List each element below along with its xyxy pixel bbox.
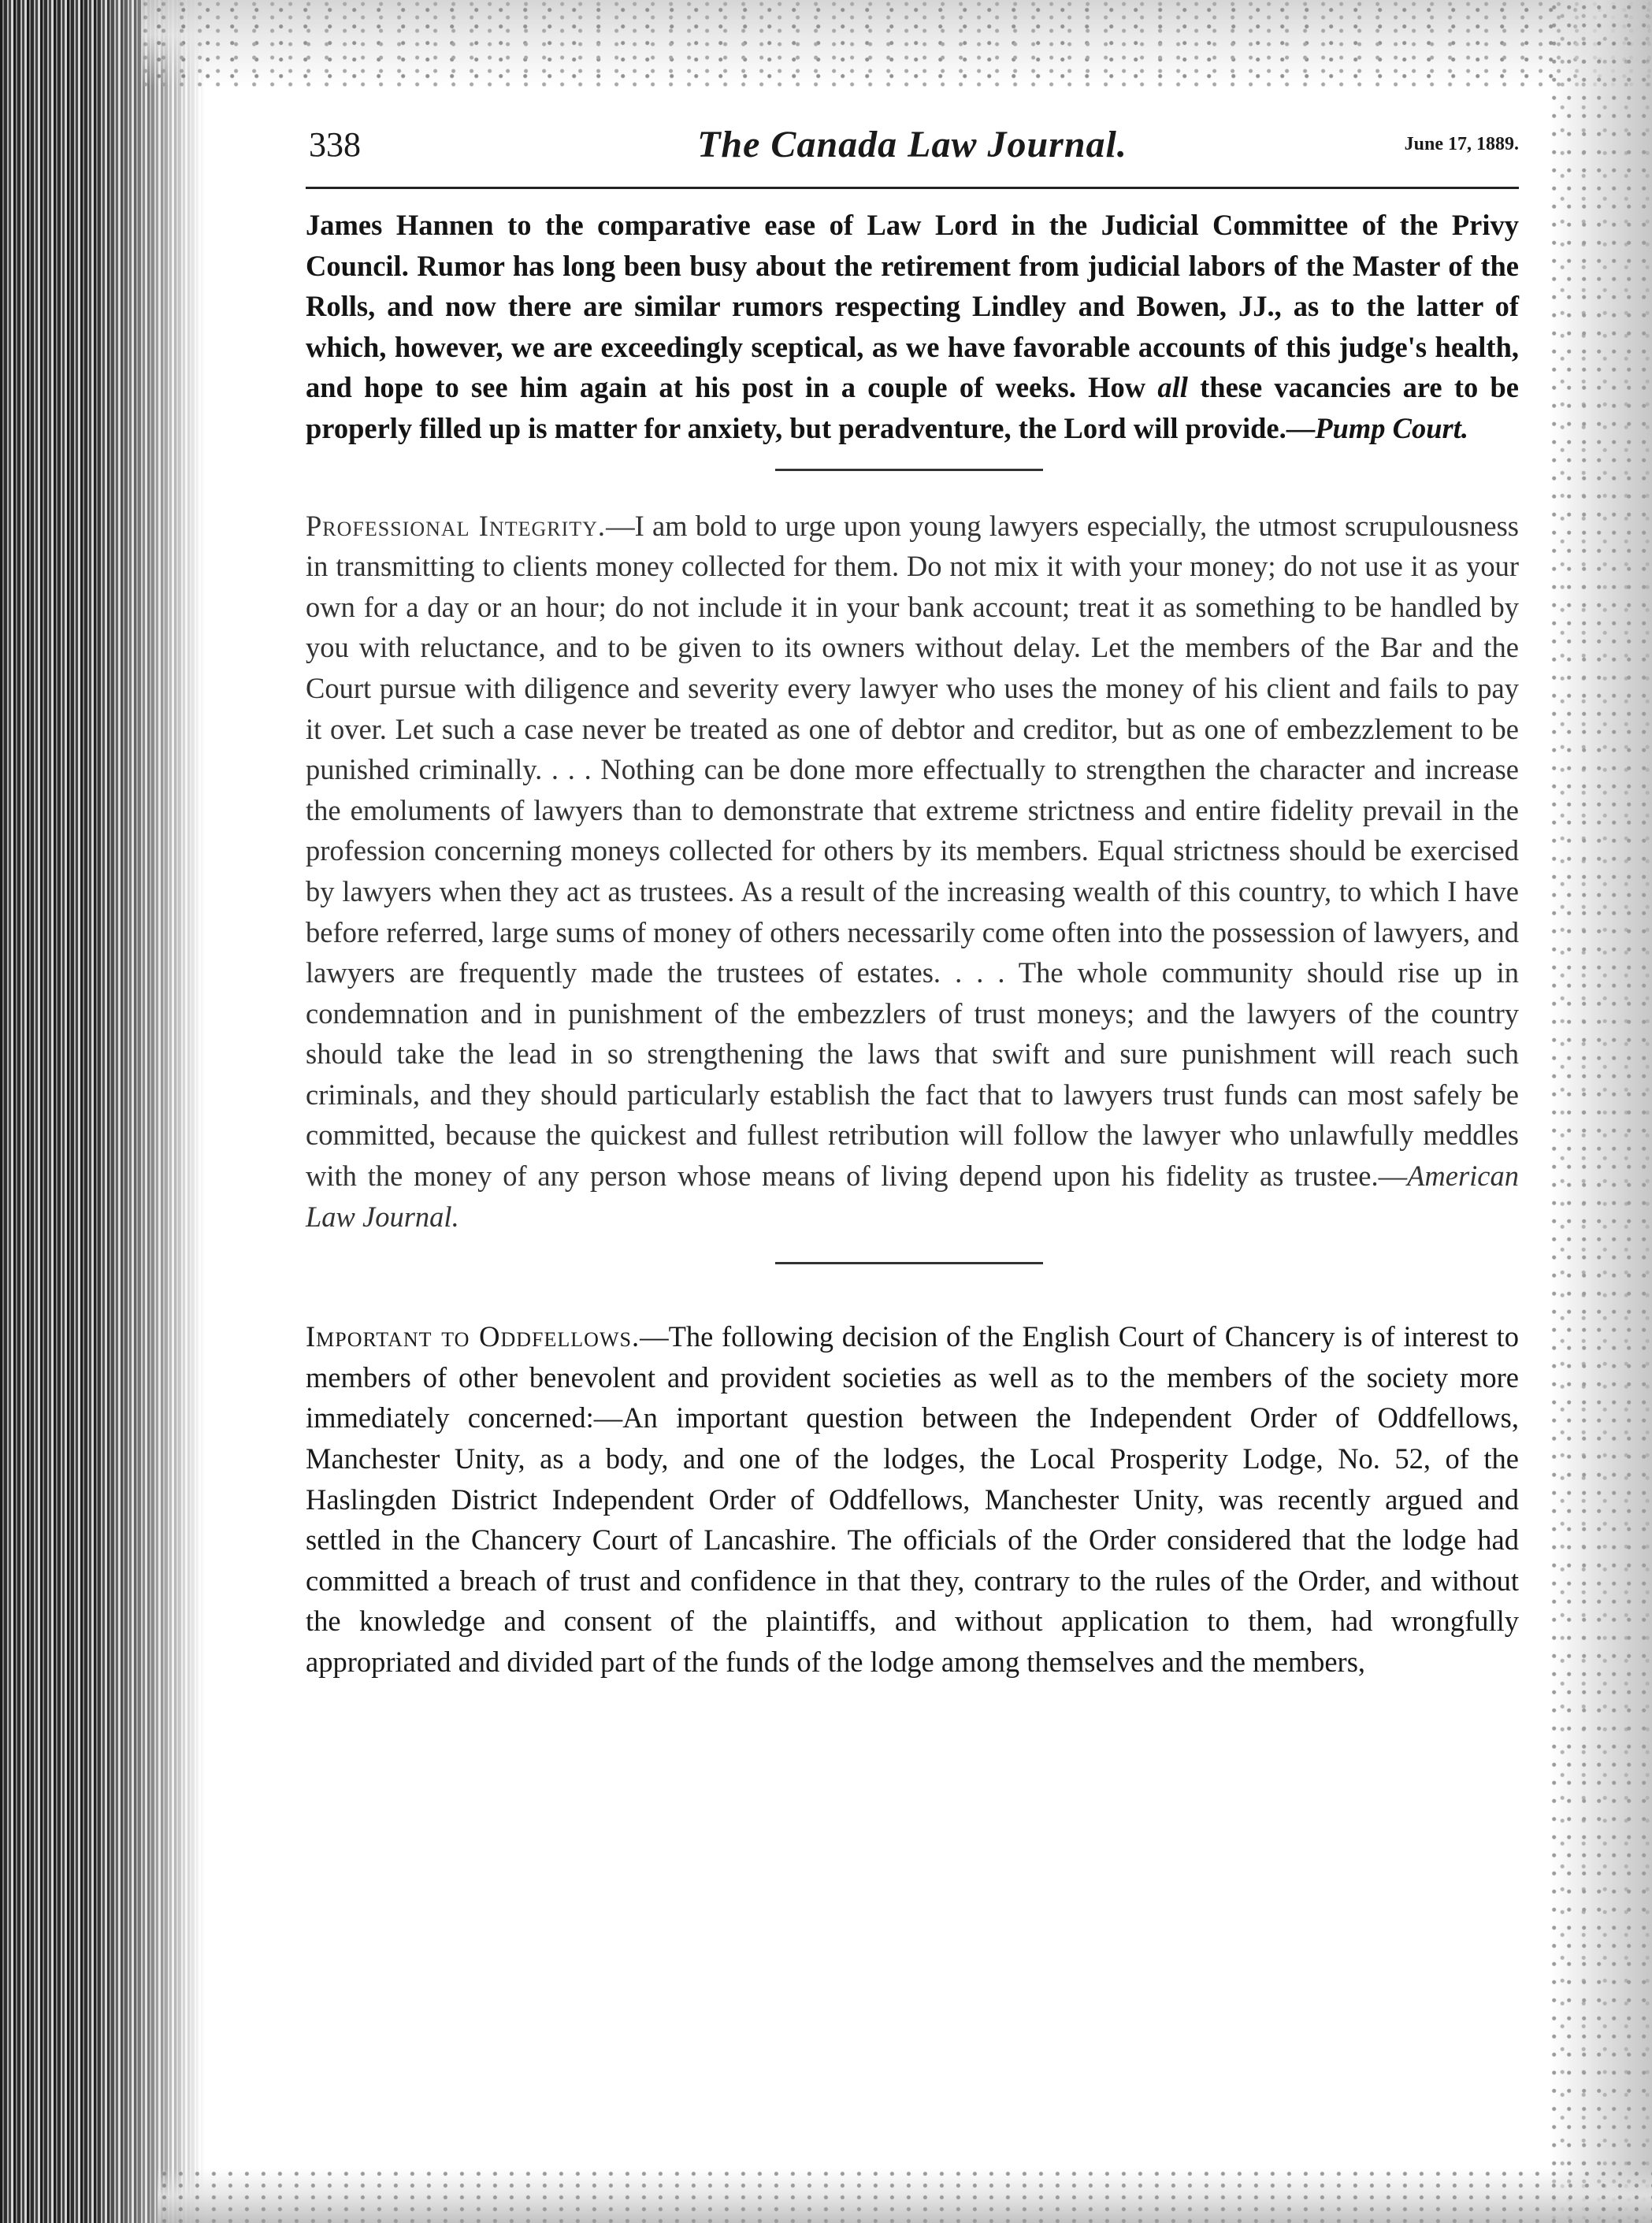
issue-date: June 17, 1889. <box>1404 134 1519 154</box>
journal-title: The Canada Law Journal. <box>697 124 1127 165</box>
journal-page <box>306 118 1520 1678</box>
article-continuation-text-end: these vacancies are to be properly filled up is matter for anxiety, but peradventure, the Lord will provide.— <box>306 371 1520 444</box>
page-top-edge <box>142 0 1652 87</box>
page-number: 338 <box>309 125 361 164</box>
article-professional-integrity <box>306 506 1519 1238</box>
article-heading: Important to Oddfellows. <box>306 1320 640 1353</box>
article-body: —I am bold to urge upon young lawyers especially, the utmost scrupulousness in transmitting to clients money collected for them. Do not mix it with your money; do not use it as your own for a day or an hour; do not include it in your bank account; treat it as something to be handled by you with reluctance, and to be given to its owners without delay. Let the members of the Bar and the Court pursue with diligence and severity every lawyer who uses the money of his client and fails to pay it over. Let such a case never be treated as one of debtor and creditor, but as one of embezzlement to be punished criminally. . . . Nothing can be done more effectually to strengthen the character and increase the emoluments of lawyers than to demonstrate that extreme strictness and entire fidelity prevail in the profession concerning moneys collected for others by its members. Equal strictness should be exercised by lawyers when they act as trustees. As a result of the increasing wealth of this country, to which I have before referred, large sums of money of others necessarily come often into the possession of lawyers, and lawyers are frequently made the trustees of estates. . . . The whole community should rise up in condemnation and in punishment of the embezzlers of trust moneys; and the lawyers of the country should take the lead in so strengthening the laws that swift and sure punishment will reach such criminals, and they should particularly establish the fact that to lawyers trust funds can most safely be committed, because the quickest and fullest retribution will follow the lawyer who unlawfully meddles with the money of any person whose means of living depend upon his fidelity as trustee.— <box>306 509 1519 1193</box>
running-header <box>306 118 1519 181</box>
page-bottom-edge <box>158 2168 1652 2223</box>
article-oddfellows <box>306 1316 1519 1682</box>
article-continuation <box>306 205 1519 449</box>
article-heading: Professional Integrity. <box>306 509 607 542</box>
page-binding-edge <box>0 0 205 2223</box>
page-content <box>306 205 1519 1683</box>
section-divider <box>775 1262 1043 1264</box>
article-continuation-emphasis: all <box>1157 371 1188 404</box>
article-continuation-source: Pump Court. <box>1315 411 1468 444</box>
page-right-edge <box>1550 0 1652 2223</box>
article-body: —The following decision of the English Court of Chancery is of interest to members of other benevolent and provident societies as well as to the members of the society more immediately concerned:—An important question between the Independent Order of Oddfellows, Manchester Unity, as a body, and one of the lodges, the Local Prosperity Lodge, No. 52, of the Haslingden District Independent Order of Oddfellows, Manchester Unity, was recently argued and settled in the Chancery Court of Lancashire. The officials of the Order considered that the lodge had committed a breach of trust and confidence in that they, contrary to the rules of the Order, and without the knowledge and consent of the plaintiffs, and without application to them, had wrongfully appropriated and divided part of the funds of the lodge among themselves and the members, <box>306 1320 1519 1678</box>
article-source: American Law Journal. <box>306 1160 1519 1233</box>
article-continuation-text: James Hannen to the comparative ease of Law Lord in the Judicial Committee of the Privy Council. Rumor has long been busy about the retirement from judicial labors of the Master of the Rolls, and now there are similar rumors respecting Lindley and Bowen, JJ., as to the latter of which, however, we are exceedingly sceptical, as we have favorable accounts of this judge's health, and hope to see him again at his post in a couple of weeks. How <box>306 209 1519 404</box>
header-rule <box>306 187 1519 189</box>
section-divider <box>775 469 1043 471</box>
